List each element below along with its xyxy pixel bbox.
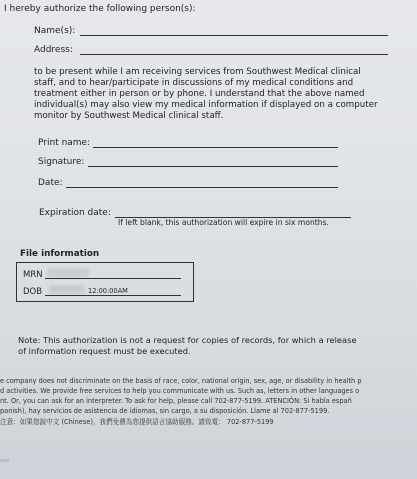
dob-label: DOB (23, 287, 43, 297)
address-field-line[interactable] (80, 54, 388, 55)
note-line: of information request must be executed. (18, 346, 191, 356)
mrn-underline (45, 278, 181, 279)
expiration-label: Expiration date: (39, 208, 111, 218)
footer-line: e company does not discriminate on the basis of race, color, national origin, sex, age, or disability in health p (0, 377, 362, 385)
footer-line: 注意：如果您說中文 (Chinese)，我們免費為您提供語言協助服務。請致電： 702-877-5199 (0, 418, 274, 426)
address-label: Address: (34, 45, 73, 55)
name-field-line[interactable] (80, 35, 388, 36)
expiration-note: If left blank, this authorization will expire in six months. (118, 218, 329, 227)
consent-paragraph-line: monitor by Southwest Medical clinical staff. (34, 111, 224, 121)
signature-field-line[interactable] (88, 166, 338, 167)
footer-line: d activities. We provide free services to help you communicate with us. Such as, letters in other languages o (0, 387, 360, 395)
dob-time-value: 12:00:00AM (88, 287, 128, 295)
mrn-label: MRN (23, 270, 43, 280)
date-field-line[interactable] (66, 187, 338, 188)
dob-underline (45, 295, 181, 296)
signature-label: Signature: (38, 157, 85, 167)
print-name-label: Print name: (38, 138, 91, 148)
name-label: Name(s): (34, 26, 76, 36)
corner-watermark: rmm (0, 458, 10, 463)
file-info-heading: File information (20, 249, 100, 259)
mrn-redacted-value (47, 268, 89, 277)
file-info-box (16, 262, 194, 302)
consent-paragraph-line: to be present while I am receiving services from Southwest Medical clinical (34, 67, 361, 77)
date-label: Date: (38, 178, 63, 188)
footer-line: panish), hay servicios de asistencia de idiomas, sin cargo, a su disposición. Llame al 702-877-5199. (0, 407, 330, 415)
consent-paragraph-line: treatment either in person or by phone. I understand that the above named (34, 89, 365, 99)
note-line: Note: This authorization is not a request for copies of records, for which a release (18, 335, 357, 345)
dob-redacted-value (49, 285, 85, 294)
intro-text: I hereby authorize the following person(s): (4, 4, 196, 14)
consent-paragraph-line: individual(s) may also view my medical information if displayed on a computer (34, 100, 378, 110)
footer-line: nt. Or, you can ask for an interpreter. To ask for help, please call 702-877-5199. ATENCIÓN: Si habla españ (0, 397, 352, 405)
print-name-field-line[interactable] (93, 147, 338, 148)
consent-paragraph-line: staff, and to hear/participate in discussions of my medical conditions and (34, 78, 354, 88)
